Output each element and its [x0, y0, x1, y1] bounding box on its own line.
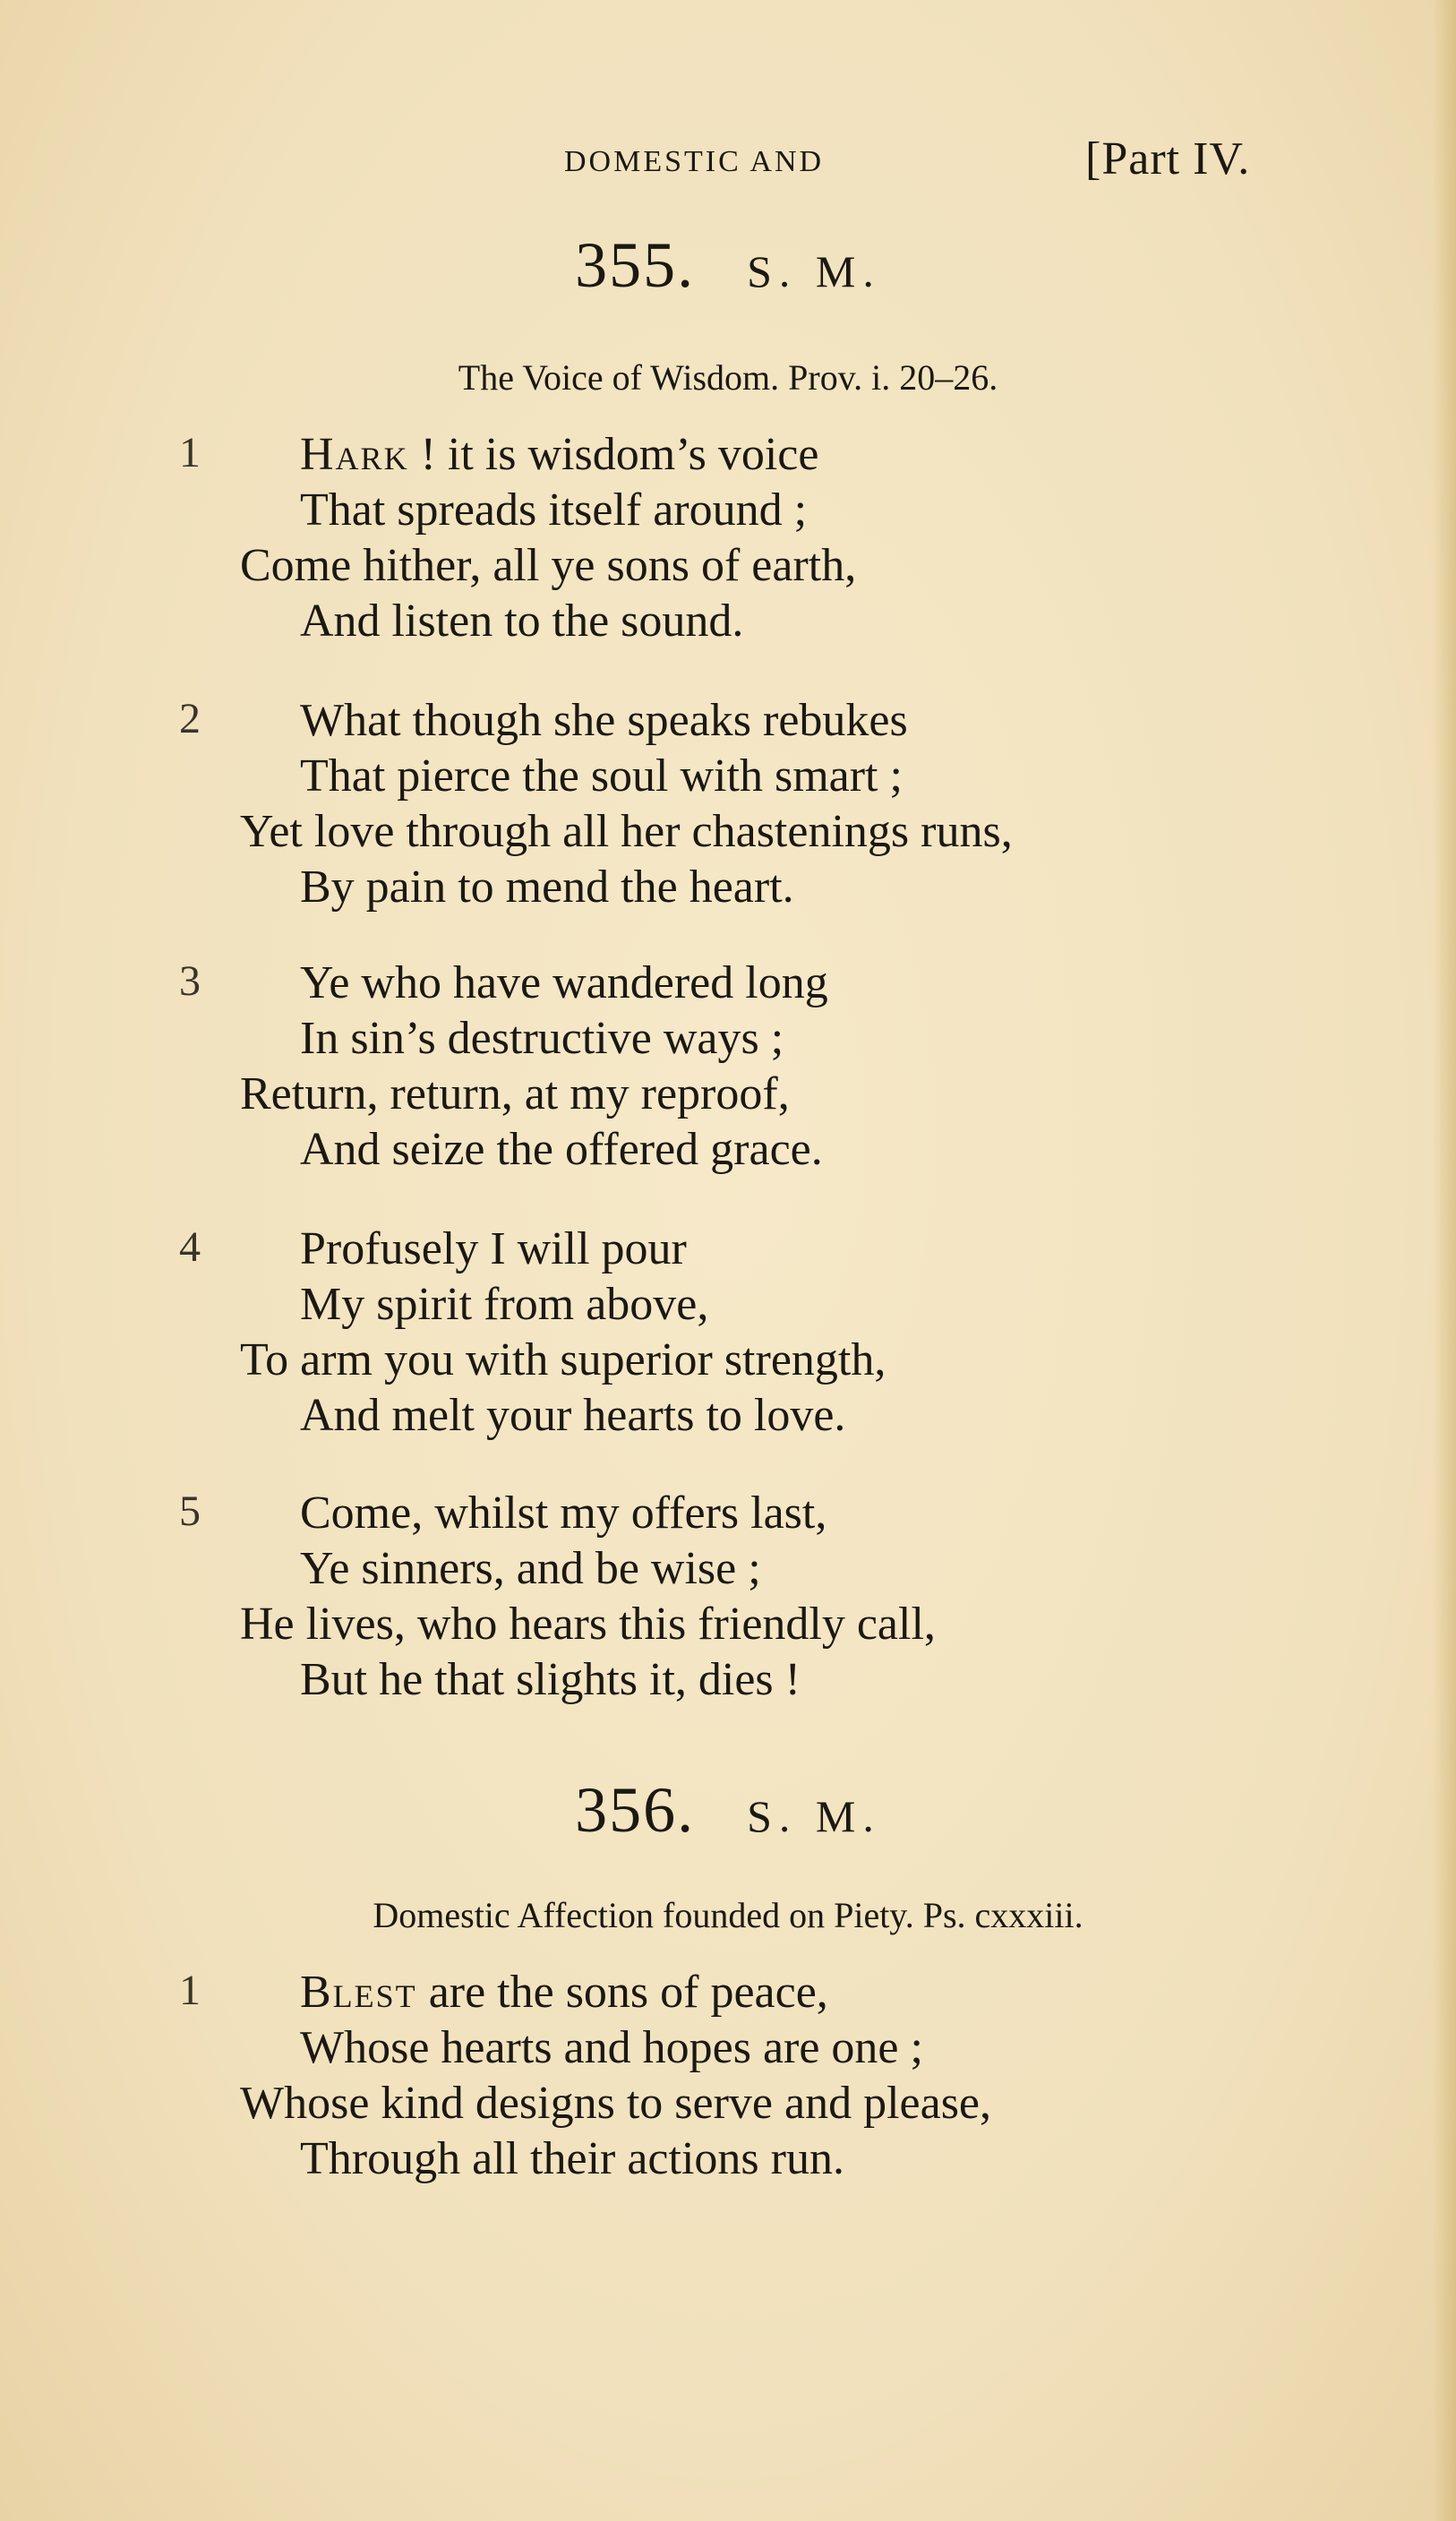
first-word: Blest: [300, 1967, 417, 2018]
hymn-number: 356.: [575, 1774, 696, 1846]
stanza-number: 3: [179, 957, 201, 1005]
verse-line: Return, return, at my reproof,: [240, 1068, 790, 1119]
verse-line: Come hither, all ye sons of earth,: [240, 540, 857, 591]
running-head: DOMESTIC AND: [564, 145, 825, 178]
hymn-title: [0, 228, 1456, 303]
hymn-subtitle: The Voice of Wisdom. Prov. i. 20–26.: [458, 357, 998, 398]
hymn-meter: S. M.: [747, 1791, 881, 1841]
verse-line: Ye who have wandered long: [300, 957, 828, 1008]
page-header: [0, 133, 1456, 195]
first-word: Hark: [300, 429, 409, 480]
verse-line: To arm you with superior strength,: [240, 1334, 886, 1385]
part-label: [Part IV.: [1085, 133, 1251, 184]
verse-line: Whose kind designs to serve and please,: [240, 2078, 992, 2129]
verse-line: Whose hearts and hopes are one ;: [300, 2022, 923, 2073]
verse-line: That spreads itself around ;: [300, 484, 808, 536]
verse-line: And listen to the sound.: [300, 596, 744, 647]
verse-line: Yet love through all her chastenings runs,: [240, 806, 1013, 857]
verse-line: He lives, who hears this friendly call,: [240, 1599, 936, 1650]
verse-line: What though she speaks rebukes: [300, 695, 908, 746]
verse-line: Through all their actions run.: [300, 2133, 844, 2184]
verse-line: Come, whilst my offers last,: [300, 1488, 827, 1539]
stanza-number: 1: [179, 429, 201, 476]
verse-line: By pain to mend the heart.: [300, 862, 794, 913]
verse-line: And seize the offered grace.: [300, 1124, 823, 1175]
verse-line: In sin’s destructive ways ;: [300, 1013, 784, 1064]
hymn-meter: S. M.: [747, 246, 881, 296]
verse-line: Hark ! it is wisdom’s voice: [300, 429, 819, 480]
hymn-number: 355.: [575, 229, 696, 301]
stanza-number: 1: [179, 1967, 201, 2014]
verse-line: My spirit from above,: [300, 1279, 709, 1330]
hymn-title: [0, 1773, 1456, 1848]
verse-line: But he that slights it, dies !: [300, 1654, 801, 1705]
stanza-number: 5: [179, 1488, 201, 1535]
verse-line: That pierce the soul with smart ;: [300, 750, 903, 802]
hymn-subtitle: Domestic Affection founded on Piety. Ps. cxxxiii.: [373, 1895, 1083, 1935]
verse-line: And melt your hearts to love.: [300, 1390, 846, 1441]
stanza-number: 2: [179, 695, 201, 742]
verse-line: Ye sinners, and be wise ;: [300, 1543, 761, 1594]
verse-line: Profusely I will pour: [300, 1223, 687, 1274]
stanza-number: 4: [179, 1223, 201, 1271]
verse-line: Blest are the sons of peace,: [300, 1967, 828, 2018]
